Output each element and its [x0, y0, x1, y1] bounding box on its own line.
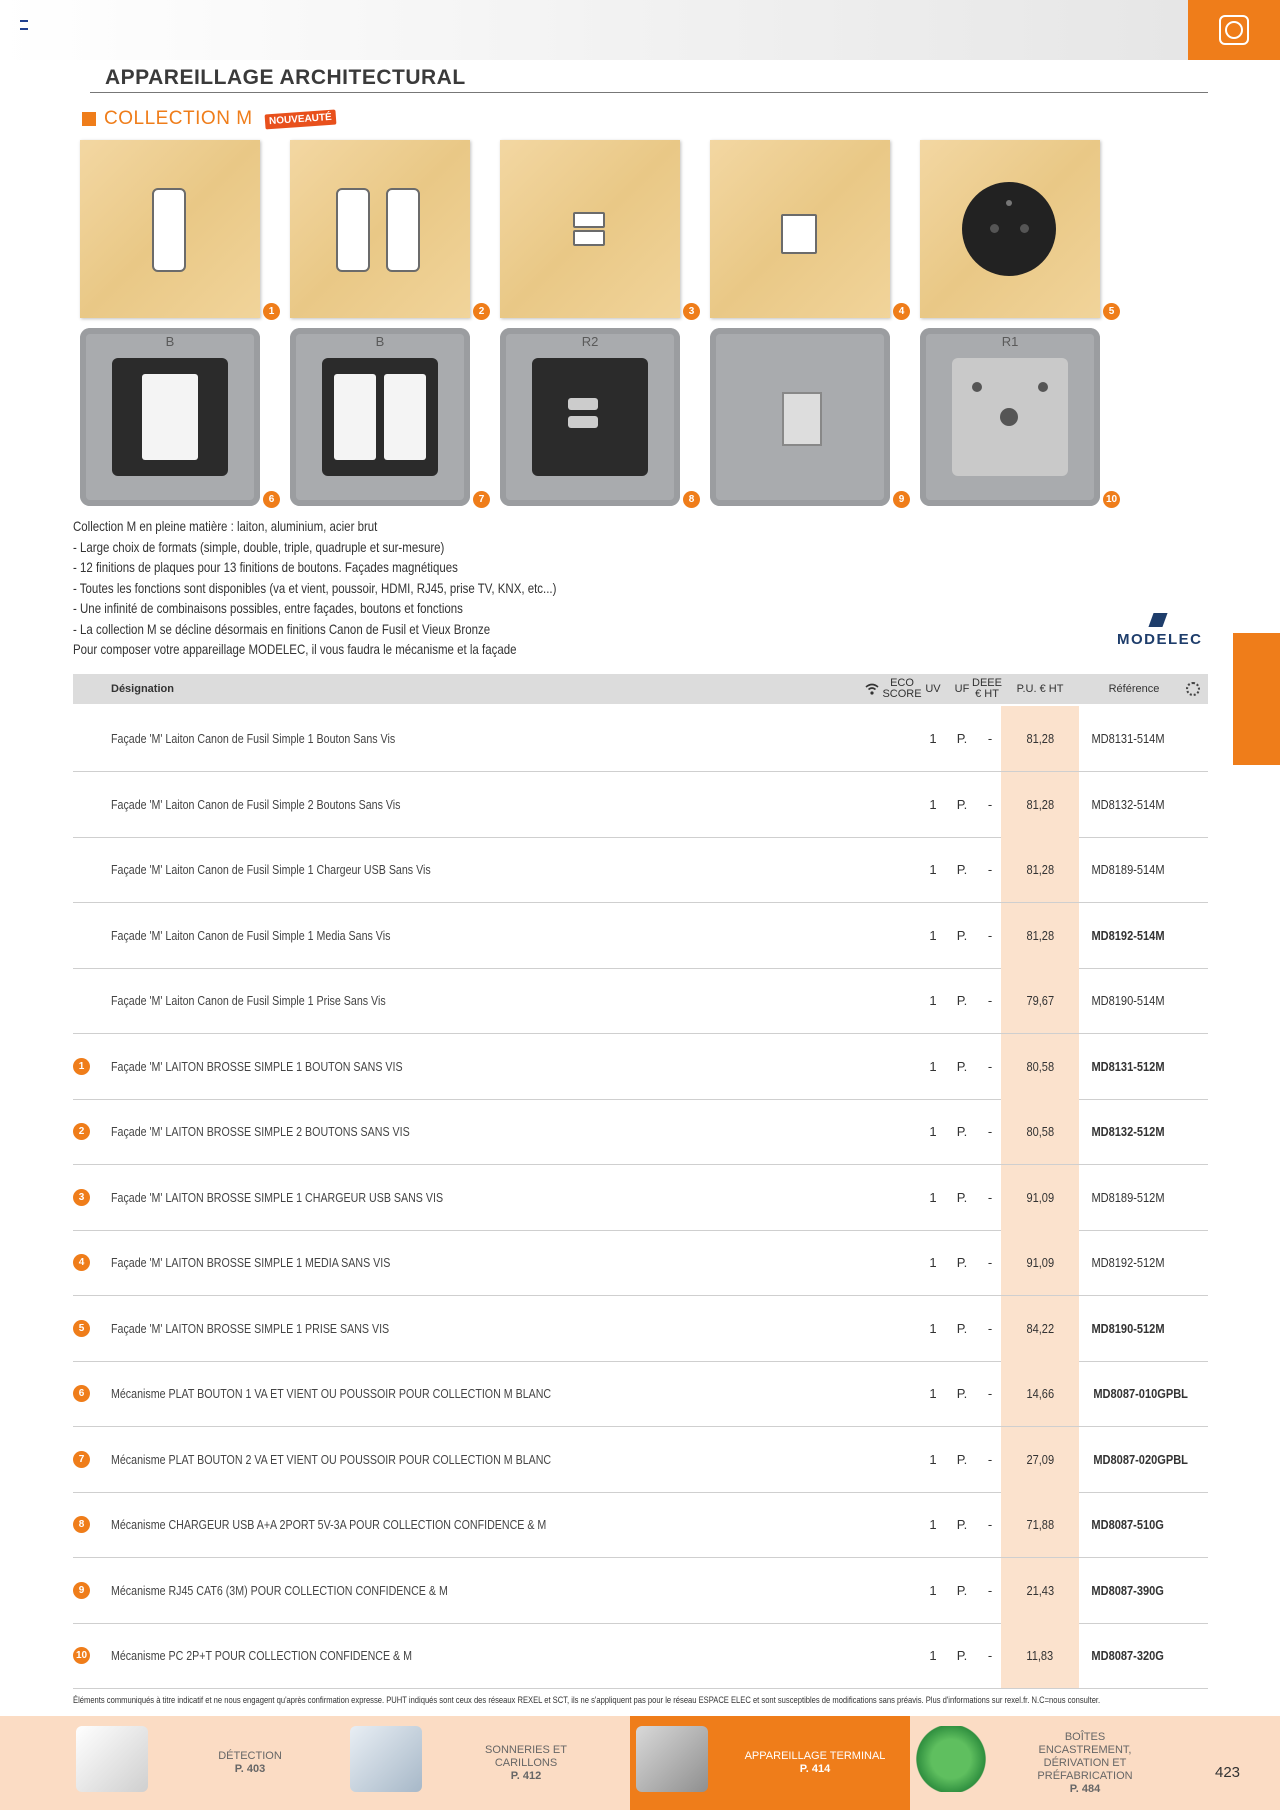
row-designation: Mécanisme RJ45 CAT6 (3M) POUR COLLECTION CONFIDENCE & M [111, 1582, 448, 1598]
row-callout-number: 7 [73, 1451, 90, 1468]
description-line: Pour composer votre appareillage MODELEC, il vous faudra le mécanisme et la façade [73, 641, 517, 657]
row-uf: P. [956, 1451, 968, 1467]
row-price: 81,28 [1001, 837, 1079, 902]
row-uf: P. [956, 1189, 968, 1205]
row-reference[interactable]: MD8192-514M [1091, 927, 1165, 943]
nav-terminal-equipment[interactable]: APPAREILLAGE TERMINAL P. 414 [630, 1716, 910, 1810]
table-row[interactable] [73, 1034, 1208, 1100]
top-band [0, 0, 1188, 60]
row-reference[interactable]: MD8087-320G [1091, 1648, 1164, 1663]
row-reference[interactable]: MD8132-514M [1091, 796, 1165, 812]
row-callout-number: 6 [73, 1385, 90, 1402]
row-uf: P. [956, 1582, 968, 1598]
row-reference[interactable]: MD8087-510G [1091, 1517, 1164, 1532]
description-line: - Une infinité de combinaisons possibles, entre façades, boutons et fonctions [73, 600, 463, 616]
row-reference[interactable]: MD8087-010GPBL [1093, 1386, 1188, 1401]
row-reference[interactable]: MD8087-390G [1091, 1582, 1164, 1598]
row-deee: - [987, 731, 993, 746]
row-deee: - [987, 1320, 993, 1336]
col-uv: UV [925, 682, 941, 695]
brand-name: MODELEC [1117, 631, 1203, 648]
page-number: 423 [1215, 1764, 1241, 1781]
row-callout-number: 4 [73, 1254, 90, 1271]
product-image-mechanism-2: B [290, 328, 470, 506]
row-reference[interactable]: MD8192-512M [1091, 1255, 1165, 1270]
row-reference[interactable]: MD8132-512M [1091, 1124, 1165, 1139]
flag-icon [20, 20, 28, 30]
row-callout-number: 8 [73, 1516, 90, 1533]
row-uf: P. [956, 1386, 968, 1401]
callout-number: 6 [263, 491, 280, 508]
product-image-plate-socket [920, 140, 1100, 318]
row-price: 91,09 [1001, 1165, 1079, 1230]
row-designation: Mécanisme PLAT BOUTON 1 VA ET VIENT OU POUSSOIR POUR COLLECTION M BLANC [111, 1386, 552, 1401]
side-tab[interactable] [1233, 633, 1280, 765]
row-designation: Façade 'M' Laiton Canon de Fusil Simple 2 Boutons Sans Vis [111, 796, 401, 812]
row-deee: - [987, 1517, 993, 1532]
row-deee: - [987, 993, 993, 1008]
product-image-plate-media [710, 140, 890, 318]
callout-number: 9 [893, 491, 910, 508]
row-uv: 1 [929, 862, 937, 877]
callout-number: 8 [683, 491, 700, 508]
row-uv: 1 [929, 1517, 937, 1532]
table-header [73, 674, 1208, 704]
table-row[interactable] [73, 903, 1208, 969]
product-image-plate-usb [500, 140, 680, 318]
row-designation: Façade 'M' Laiton Canon de Fusil Simple 1 Chargeur USB Sans Vis [111, 862, 431, 877]
row-uf: P. [956, 1648, 968, 1663]
row-price: 91,09 [1001, 1230, 1079, 1295]
table-row[interactable] [73, 772, 1208, 838]
row-uf: P. [956, 1320, 968, 1336]
row-uv: 1 [929, 1255, 937, 1270]
row-uv: 1 [929, 1189, 937, 1205]
product-image-mechanism-1: B [80, 328, 260, 506]
description-line: - Toutes les fonctions sont disponibles (va et vient, poussoir, HDMI, RJ45, prise TV, KNX, etc...) [73, 579, 557, 596]
row-designation: Mécanisme CHARGEUR USB A+A 2PORT 5V-3A POUR COLLECTION CONFIDENCE & M [111, 1517, 547, 1532]
row-callout-number: 1 [73, 1058, 90, 1075]
row-reference[interactable]: MD8131-514M [1091, 731, 1165, 746]
section-tab[interactable] [1188, 0, 1280, 60]
col-deee: DEEE € HT [972, 677, 1002, 700]
row-uv: 1 [929, 927, 937, 943]
row-uf: P. [956, 796, 968, 812]
row-uv: 1 [929, 993, 937, 1008]
nav-detection[interactable]: DÉTECTION P. 403 [218, 1750, 282, 1775]
row-uv: 1 [929, 1582, 937, 1598]
nav-doorbells[interactable]: SONNERIES ET CARILLONS P. 412 [485, 1743, 567, 1782]
product-image-mechanism-socket: R1 [920, 328, 1100, 506]
row-designation: Façade 'M' LAITON BROSSE SIMPLE 1 MEDIA SANS VIS [111, 1255, 391, 1270]
table-row[interactable] [73, 706, 1208, 772]
row-callout-number: 2 [73, 1123, 90, 1140]
row-uv: 1 [929, 1648, 937, 1663]
row-price: 27,09 [1001, 1427, 1079, 1492]
thumb-detection [76, 1726, 148, 1792]
row-uv: 1 [929, 1451, 937, 1467]
callout-number: 2 [473, 303, 490, 320]
callout-number: 4 [893, 303, 910, 320]
title-divider [90, 92, 1208, 93]
row-price: 81,28 [1001, 903, 1079, 968]
row-designation: Mécanisme PC 2P+T POUR COLLECTION CONFIDENCE & M [111, 1648, 413, 1663]
row-uf: P. [956, 1058, 968, 1074]
row-price: 81,28 [1001, 772, 1079, 837]
callout-number: 1 [263, 303, 280, 320]
row-designation: Façade 'M' LAITON BROSSE SIMPLE 2 BOUTONS SANS VIS [111, 1124, 410, 1139]
row-deee: - [987, 1058, 993, 1074]
row-price: 80,58 [1001, 1099, 1079, 1164]
description-line: - La collection M se décline désormais en finitions Canon de Fusil et Vieux Bronze [73, 620, 491, 637]
col-reference: Référence [1108, 682, 1160, 695]
brand-mark-icon [1151, 613, 1169, 627]
table-row[interactable] [73, 1558, 1208, 1624]
row-reference[interactable]: MD8189-514M [1091, 862, 1165, 877]
row-deee: - [987, 1255, 993, 1270]
row-price: 80,58 [1001, 1034, 1079, 1099]
row-price: 79,67 [1001, 968, 1079, 1033]
col-designation: Désignation [111, 682, 174, 695]
description-line: - Large choix de formats (simple, double, triple, quadruple et sur-mesure) [73, 538, 445, 555]
table-row[interactable] [73, 1492, 1208, 1558]
row-price: 11,83 [1001, 1623, 1079, 1688]
row-designation: Façade 'M' Laiton Canon de Fusil Simple 1 Prise Sans Vis [111, 993, 386, 1008]
page-title: APPAREILLAGE ARCHITECTURAL [105, 66, 466, 89]
row-price: 81,28 [1001, 706, 1079, 771]
row-reference[interactable]: MD8131-512M [1091, 1058, 1165, 1074]
socket-icon [1219, 15, 1249, 45]
row-designation: Façade 'M' Laiton Canon de Fusil Simple 1 Bouton Sans Vis [111, 731, 396, 746]
callout-number: 10 [1103, 491, 1120, 508]
row-deee: - [987, 1648, 993, 1663]
row-designation: Façade 'M' LAITON BROSSE SIMPLE 1 PRISE SANS VIS [111, 1320, 390, 1336]
row-deee: - [987, 927, 993, 943]
row-uv: 1 [929, 1320, 937, 1336]
thumb-doorbell [350, 1726, 422, 1792]
row-deee: - [987, 1124, 993, 1139]
product-image-mechanism-usb: R2 [500, 328, 680, 506]
table-row[interactable] [73, 1623, 1208, 1689]
table-row[interactable] [73, 1165, 1208, 1231]
description-line: - 12 finitions de plaques pour 13 finitions de boutons. Façades magnétiques [73, 559, 458, 575]
row-deee: - [987, 862, 993, 877]
row-price: 84,22 [1001, 1296, 1079, 1361]
row-price: 14,66 [1001, 1361, 1079, 1426]
description-line: Collection M en pleine matière : laiton, aluminium, acier brut [73, 518, 378, 534]
row-price: 21,43 [1001, 1558, 1079, 1623]
table-row[interactable] [73, 1230, 1208, 1296]
product-image-mechanism-rj45 [710, 328, 890, 506]
footnote: Éléments communiqués à titre indicatif et ne nous engagent qu'après confirmation expresse. PUHT indiqués sont ceux des réseaux REXEL et SCT, ils ne s'appliquent pas pour le réseau ESPACE ELEC et sont susceptibles de modifications sans préavis. Plus d'informations sur rexel.fr. N.C=nous consulter. [73, 1695, 1101, 1706]
row-designation: Mécanisme PLAT BOUTON 2 VA ET VIENT OU POUSSOIR POUR COLLECTION M BLANC [111, 1451, 552, 1467]
row-callout-number: 5 [73, 1320, 90, 1337]
row-uv: 1 [929, 796, 937, 812]
collection-name: COLLECTION M [104, 108, 253, 129]
callout-number: 7 [473, 491, 490, 508]
product-image-plate-double [290, 140, 470, 318]
table-row[interactable] [73, 1099, 1208, 1165]
settings-icon [1186, 682, 1200, 696]
row-deee: - [987, 1189, 993, 1205]
row-reference[interactable]: MD8190-512M [1091, 1320, 1165, 1336]
table-row[interactable] [73, 1427, 1208, 1493]
collection-heading [82, 108, 335, 130]
row-uv: 1 [929, 1124, 937, 1139]
col-uf: UF [954, 682, 970, 695]
row-designation: Façade 'M' LAITON BROSSE SIMPLE 1 CHARGEUR USB SANS VIS [111, 1189, 444, 1205]
table-row[interactable] [73, 1296, 1208, 1362]
row-price: 71,88 [1001, 1492, 1079, 1557]
row-deee: - [987, 796, 993, 812]
row-reference[interactable]: MD8189-512M [1091, 1189, 1165, 1205]
wifi-icon [865, 682, 879, 696]
row-uf: P. [956, 1124, 968, 1139]
col-eco-score: ECO SCORE [882, 677, 922, 700]
row-reference[interactable]: MD8087-020GPBL [1093, 1451, 1188, 1467]
row-uv: 1 [929, 1058, 937, 1074]
row-uf: P. [956, 927, 968, 943]
row-designation: Façade 'M' LAITON BROSSE SIMPLE 1 BOUTON SANS VIS [111, 1058, 403, 1074]
row-deee: - [987, 1451, 993, 1467]
thumb-terminal [636, 1726, 708, 1792]
row-callout-number: 10 [73, 1647, 90, 1664]
row-uf: P. [956, 1255, 968, 1270]
row-callout-number: 9 [73, 1582, 90, 1599]
nav-boxes[interactable]: BOÎTES ENCASTREMENT, DÉRIVATION ET PRÉFABRICATION P. 484 [1037, 1730, 1133, 1795]
callout-number: 5 [1103, 303, 1120, 320]
row-uf: P. [956, 1517, 968, 1532]
row-deee: - [987, 1386, 993, 1401]
row-reference[interactable]: MD8190-514M [1091, 993, 1165, 1008]
row-uv: 1 [929, 731, 937, 746]
row-uf: P. [956, 731, 968, 746]
square-bullet-icon [82, 112, 96, 126]
row-designation: Façade 'M' Laiton Canon de Fusil Simple 1 Media Sans Vis [111, 927, 391, 943]
product-image-plate-single [80, 140, 260, 318]
brand-logo [1117, 613, 1203, 648]
col-price: P.U. € HT [1016, 682, 1064, 695]
table-row[interactable] [73, 1361, 1208, 1427]
row-uv: 1 [929, 1386, 937, 1401]
row-uf: P. [956, 862, 968, 877]
new-badge: NOUVEAUTÉ [264, 109, 336, 129]
callout-number: 3 [683, 303, 700, 320]
table-row[interactable] [73, 968, 1208, 1034]
product-description [73, 516, 556, 660]
row-callout-number: 3 [73, 1189, 90, 1206]
row-deee: - [987, 1582, 993, 1598]
row-uf: P. [956, 993, 968, 1008]
thumb-boxes [915, 1726, 987, 1792]
table-row[interactable] [73, 837, 1208, 903]
